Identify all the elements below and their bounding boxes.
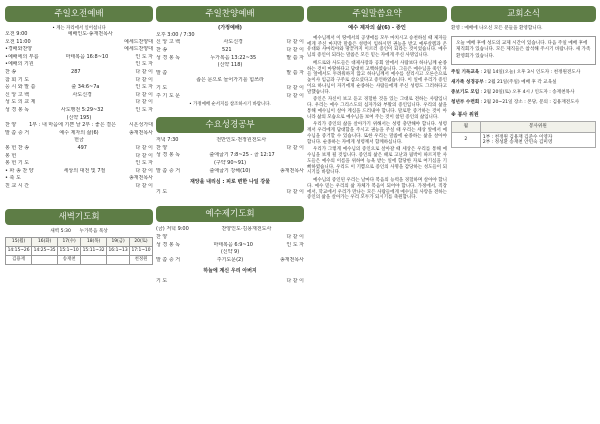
praise-note: • 가정예배 순서지를 참조하시기 바랍니다. [189, 102, 271, 108]
morning-row [5, 31, 153, 39]
wednesday-prayer-label: 기 도 [156, 188, 168, 195]
news-list [451, 70, 596, 107]
morning-role: 송재천목사 [128, 129, 153, 136]
morning-role: 인 도 자 [135, 107, 153, 113]
news-item-text: 2월 20~21일 장소 : 본당, 문의 : 김용재전도사 [483, 100, 580, 106]
column-3 [307, 6, 447, 420]
morning-role: 다 같 이 [135, 152, 153, 159]
wednesday-role: 송재천목사 [279, 167, 304, 174]
morning-label: 봉 헌 기 도 [5, 160, 30, 167]
morning-label: 찬 양 [5, 122, 17, 129]
wednesday-topic: 재앙을 내리심 : 피로 변한 나일 강물 [189, 179, 271, 186]
wednesday-prayer-who: 다 같 이 [286, 188, 304, 195]
wednesday-row [156, 168, 304, 176]
service-members: 1부 : 천정원 김용재 김준수 이영자 2부 : 정성환 송재천 안민숙 김미영 [480, 132, 595, 148]
morning-row [5, 69, 153, 77]
prayer-meeting-role: 송재천목사 [279, 256, 304, 263]
dawn-cell: 19(금) [107, 237, 130, 246]
news-item-label: 새가족 성경공부 [451, 79, 484, 85]
sermon-paragraph: 우리가 그렇게 예수님의 증인으로 살아갈 때 세상은 우리를 통해 예수님을 보게 될 것입니다. 증인의 삶은 때로 고난과 핍박이 따르지만 사도들은 예수의 이름을 위하여 능욕 받는 일에 합당한 자로 여기심을 기뻐하였습니다. 우리도 이 기쁨으로 증인의 사명을 감당하는 성도들이 되시기를 바랍니다. [307, 147, 447, 176]
sermon-paragraph: 우리가 증인의 삶을 살아가기 위해서는 성령 충만해야 합니다. 성령께서 우리에게 담대함을 주시고 권능을 주실 때 우리는 세상 앞에서 예수님을 증거할 수 있습니다. 또한 우리는 말씀에 순종하는 삶을 살아야 합니다. 순종하는 자에게 성령께서 함께하십니다. [307, 122, 447, 145]
dawn-cell [81, 255, 107, 264]
praise-row [156, 39, 304, 47]
dawn-cell: 20(토) [130, 237, 153, 246]
service-header-month: 월 [452, 122, 481, 132]
morning-detail [16, 153, 135, 161]
prayer-meeting-row [156, 249, 304, 257]
wednesday-label: 저녁 7:30 [156, 137, 179, 144]
sermon-heading: 예수 제자의 삶(6) - 증인 [348, 25, 406, 31]
morning-label: 말 씀 증 거 [5, 129, 30, 136]
wednesday-detail: 출애굽기 7:8~25 - 골 12:17 [209, 152, 275, 159]
praise-label: 말 씀 [156, 69, 168, 76]
morning-label: 봉 헌 찬 송 [5, 144, 30, 151]
dawn-passage-row [6, 246, 153, 255]
praise-subtitle: (가정예배) [218, 25, 242, 31]
dawn-info [5, 229, 153, 234]
praise-label: 기 도 [156, 84, 168, 91]
dawn-cell: 15(월) [6, 237, 32, 246]
morning-label: 오전 9:00 [5, 31, 28, 38]
news-item: 주일 기독교육 : 2월 14일(오늘) 오후 3시 인도자 : 천정원전도사 [451, 69, 581, 75]
morning-detail: (신약 195) [66, 114, 92, 121]
service-header-row [452, 122, 596, 132]
morning-service-header: 주일오전예배 [5, 6, 153, 22]
morning-detail: 예배인도·송재천목사 [67, 31, 113, 38]
prayer-meeting-header: 예수제기도회 [156, 206, 304, 222]
praise-detail [167, 85, 286, 93]
prayer-meeting-role: 다 같 이 [286, 234, 304, 241]
column-1 [5, 6, 153, 420]
wednesday-row [156, 137, 304, 145]
morning-role: 시온성가대 [128, 122, 153, 129]
prayer-meeting-label: (금) 저녁 9:00 [156, 226, 189, 233]
morning-role: 다 같 이 [135, 99, 153, 106]
wednesday-role: 다 같 이 [286, 144, 304, 151]
news-item-label: 중보기도 모임 [451, 90, 480, 96]
praise-role: 말 씀 자 [286, 69, 304, 76]
morning-role: 인 도 자 [135, 53, 153, 60]
dawn-cell: 김용재 [6, 255, 32, 264]
morning-label: 봉 헌 [5, 152, 17, 159]
morning-role: 예세드찬양대 [124, 46, 153, 53]
notice-box: 오늘 예배 후에 성도의 교제 시간이 있습니다. 다음 주일 예배 후에 제직회가 있습니다. 모든 제직들은 참석해 주시기 바랍니다. 새 가족 환영회가 있습니다. [451, 36, 596, 65]
prayer-meeting-row [156, 226, 304, 234]
praise-label: 신 앙 고 백 [156, 39, 181, 46]
morning-detail: 287 [71, 69, 81, 76]
prayer-meeting-prayer-label: 기 도 [156, 278, 168, 285]
wednesday-detail: 전반인도·천정원전도사 [216, 137, 267, 144]
wednesday-detail: 출애굽기 강해(10) [209, 167, 251, 174]
praise-row [156, 93, 304, 101]
wednesday-row [156, 160, 304, 168]
sermon-paragraph: 예수님께서 이 땅에서의 공생애를 모두 마치시고 승천하실 때 제자들에게 주신 마지막 말씀은 성령이 임하시면 권능을 받고 예루살렘과 온 유대와 사마리아와 땅끝까지 이르러 증인이 되라는 것이었습니다. 예수님의 증인이 되라는 말씀은 모든 믿는 자에게 주신 사명입니다. [307, 35, 447, 59]
morning-detail: 출 34:6~7a [71, 84, 100, 91]
church-news-header: 교회소식 [451, 6, 596, 22]
praise-row [156, 62, 304, 70]
service-row [452, 132, 596, 148]
praise-row [156, 55, 304, 63]
wednesday-prayer-row [156, 189, 304, 197]
news-item-label: 주일 기독교육 [451, 69, 480, 75]
wednesday-detail: (구약 90~91) [213, 159, 247, 166]
prayer-meeting-label: 찬 양 [156, 234, 168, 241]
news-item-text: 2월 14일(오늘) 오후 3시 인도자 : 천정원전도사 [483, 69, 581, 75]
prayer-meeting-label: 말 씀 증 거 [156, 256, 181, 263]
morning-label: 찬 송 [5, 69, 17, 76]
morning-role: 다 같 이 [135, 76, 153, 83]
sermon-paragraph: 예수님의 증인된 우리는 날마다 복음의 능력을 경험하며 살아야 합니다. 예수 믿는 우리의 삶 자체가 복음이 되어야 합니다. 가정에서, 직장에서, 학교에서 우리가 만나는 모든 사람들에게 예수님의 사랑을 전하는 증인의 삶을 살아가는 우리 모두가 되시기를 축원합니다. [307, 178, 447, 201]
praise-label: 찬 송 [156, 46, 168, 53]
welcome-notice: 환영 : 예배에 나오신 모든 분들을 환영합니다. [451, 26, 543, 31]
morning-role: 인 도 자 [135, 84, 153, 91]
praise-detail: 좁은 문으로 들어가기를 힘쓰라 [196, 77, 264, 84]
morning-role: 다 같 이 [135, 91, 153, 98]
praise-row [156, 77, 304, 85]
prayer-meeting-row [156, 257, 304, 265]
praise-order-list [156, 32, 304, 100]
prayer-meeting-detail [167, 234, 286, 242]
morning-role: 송재천목사 [128, 175, 153, 182]
morning-detail: 497 [77, 144, 87, 151]
praise-label: 주 기 도 문 [156, 92, 181, 99]
morning-label: 성 도 의 교 제 [5, 99, 36, 106]
service-committee-title: ※ 봉사 위원 [451, 111, 479, 118]
morning-label: 친 교 시 간 [5, 182, 30, 189]
praise-detail [195, 32, 304, 40]
prayer-meeting-detail: 마태복음 6:9~10 [213, 241, 253, 248]
morning-detail: 세상의 대전 및 7절 [63, 167, 106, 174]
column-4 [451, 6, 596, 420]
wednesday-row [156, 145, 304, 153]
morning-row [5, 130, 153, 138]
dawn-cell: 17:1~10 [130, 246, 153, 255]
morning-label: 참 회 기 도 [5, 76, 30, 83]
praise-detail: (신약 118) [217, 62, 243, 69]
morning-role: 다 같 이 [135, 144, 153, 151]
dawn-schedule-table [5, 237, 153, 265]
morning-row [5, 153, 153, 161]
dawn-cell: 16(화) [32, 237, 58, 246]
dawn-cell: 천정원 [130, 255, 153, 264]
prayer-meeting-detail: (신약 9) [220, 249, 240, 256]
morning-detail [31, 39, 124, 47]
dawn-cell: 15:1~10 [58, 246, 81, 255]
sermon-paragraph: 베드로와 사도들은 대제사장과 공회 앞에서 사람보다 하나님께 순종하는 것이 마땅하다고 담대히 고백하였습니다. 그들은 예수님을 죽인 자들 앞에서도 두려워하지 않고 하나님께서 예수를 살리시고 오른손으로 높이사 임금과 구주로 삼으셨다고 증언하였습니다. 이 일에 우리가 증인이요 하나님이 자기에게 순종하는 사람들에게 주신 성령도 그러하다고 말했습니다. [307, 60, 447, 95]
praise-role: 다 같 이 [286, 92, 304, 99]
dawn-header-row [6, 237, 153, 246]
dawn-cell: 14:25~35 [32, 246, 58, 255]
column-2 [156, 6, 304, 420]
morning-detail: 사도신경 [72, 91, 92, 98]
service-month: 2 [452, 132, 481, 148]
morning-detail: 마태복음 16:8~10 [65, 53, 109, 60]
morning-label: • 파 송 찬 양 [5, 167, 34, 174]
news-item-text: 2월 21일(주일) 예배 후 각 교육실 [488, 79, 557, 85]
praise-detail [180, 93, 286, 101]
morning-row [5, 168, 153, 176]
praise-role: 다 같 이 [286, 46, 304, 53]
morning-row [5, 183, 153, 191]
praise-detail: 521 [222, 46, 232, 53]
morning-label: • 축 도 [5, 175, 21, 182]
praise-label: 성 경 봉 독 [156, 54, 181, 61]
morning-detail [29, 77, 135, 85]
morning-label: •예배에의 부름 [5, 53, 39, 60]
morning-row [5, 145, 153, 153]
prayer-meeting-prayer-who: 다 같 이 [286, 278, 304, 285]
morning-detail [21, 175, 129, 183]
morning-label: 응 시 와 말 씀 [5, 84, 36, 91]
morning-role: 다 같 이 [135, 167, 153, 174]
dawn-cell: 16:1~13 [107, 246, 130, 255]
morning-role: 다 같 이 [135, 182, 153, 189]
morning-row [5, 137, 153, 145]
dawn-cell [107, 255, 130, 264]
morning-detail [34, 61, 136, 69]
news-item: 청년부 수련회 : 2월 20~21일 장소 : 본당, 문의 : 김용재전도사 [451, 100, 580, 106]
praise-row [156, 32, 304, 40]
morning-row [5, 122, 153, 130]
morning-row [5, 115, 153, 123]
dawn-book: 누가복음 묵상 [79, 228, 108, 234]
sermon-paragraph: 증인은 자신이 보고 듣고 경험한 것을 있는 그대로 전하는 사람입니다. 우리는 예수 그리스도의 십자가와 부활의 증인입니다. 우리의 삶을 통해 예수님이 살아 계심을 드러내야 합니다. 말로만 증거하는 것이 아니라 삶의 모습으로 예수님을 보여 주는 것이 참된 증인의 삶입니다. [307, 97, 447, 120]
dawn-cell: 17(수) [58, 237, 81, 246]
morning-role: 다 같 이 [135, 69, 153, 76]
dawn-cell: 송재천 [58, 255, 81, 264]
praise-row [156, 47, 304, 55]
morning-role: 인 도 자 [135, 61, 153, 68]
praise-role: 말 씀 자 [286, 54, 304, 61]
morning-subtitle: • 계는 자리에서 일어섭니다 [52, 26, 106, 31]
morning-detail [29, 160, 135, 168]
morning-row [5, 160, 153, 168]
praise-detail: 누가복음 13:22~35 [210, 54, 257, 61]
wednesday-label: 말 씀 증 거 [156, 167, 181, 174]
praise-label: 오후 3:00 / 7:30 [156, 31, 195, 38]
morning-detail: 예수 제자의 삶(6) [59, 129, 99, 136]
morning-role: 예세드찬양대 [124, 38, 153, 45]
news-item: 중보기도 모임 : 2월 20일(토) 오후 4시 / 인도자 : 송재천목사 [451, 90, 575, 96]
prayer-meeting-role: 인 도 자 [286, 241, 304, 248]
morning-row [5, 175, 153, 183]
morning-detail: 1부 : 내 마음에 기쁜 날 2부 : 좋은 결은 [29, 122, 116, 129]
morning-row [5, 61, 153, 69]
dawn-prayer-header: 새벽기도회 [5, 209, 153, 225]
wednesday-label: 찬 양 [156, 144, 168, 151]
news-item-text: 2월 20일(토) 오후 4시 / 인도자 : 송재천목사 [483, 90, 575, 96]
morning-role: 인 도 자 [135, 160, 153, 167]
morning-row [5, 92, 153, 100]
morning-detail [29, 183, 135, 191]
prayer-meeting-order-list [156, 226, 304, 264]
morning-order-list [5, 31, 153, 190]
praise-detail [167, 70, 286, 78]
morning-label: 성 경 봉 독 [5, 107, 30, 113]
morning-label: 신 앙 고 백 [5, 91, 30, 98]
praise-service-header: 주일찬양예배 [156, 6, 304, 22]
news-item: 새가족 성경공부 : 2월 21일(주일) 예배 후 각 교육실 [451, 79, 557, 85]
praise-detail: 사도신경 [223, 39, 243, 46]
wednesday-row [156, 152, 304, 160]
morning-label: •예배의 기원 [5, 61, 34, 68]
praise-role: 다 같 이 [286, 39, 304, 46]
service-rows [452, 132, 596, 148]
wednesday-detail [167, 145, 286, 153]
prayer-meeting-topic: 하늘에 계신 우리 아버지 [203, 268, 257, 275]
morning-row [5, 107, 153, 115]
prayer-meeting-row [156, 234, 304, 242]
praise-role: 다 같 이 [286, 84, 304, 91]
dawn-leader-row [6, 255, 153, 264]
prayer-meeting-detail: 주기도문(2) [216, 256, 244, 263]
morning-detail [32, 46, 124, 54]
wednesday-order-list [156, 137, 304, 175]
morning-row [5, 46, 153, 54]
dawn-cell: 14:15~26 [6, 246, 32, 255]
morning-detail: 헌금 [74, 137, 84, 144]
morning-row [5, 84, 153, 92]
praise-row [156, 85, 304, 93]
morning-label: 오전 11:00 [5, 38, 31, 45]
morning-label: •경배와찬양 [5, 46, 33, 53]
morning-detail [36, 99, 136, 107]
dawn-time: 새벽 5:30 [50, 228, 71, 234]
morning-row [5, 54, 153, 62]
sermon-summary-header: 주일말씀요약 [307, 6, 447, 22]
dawn-cell: 15:11~32 [81, 246, 107, 255]
wednesday-study-header: 수요성경공부 [156, 117, 304, 133]
dawn-cell [32, 255, 58, 264]
morning-detail: 사도행전 5:29~32 [60, 107, 104, 113]
dawn-cell: 18(목) [81, 237, 107, 246]
service-committee-table [451, 121, 596, 148]
sermon-body [307, 36, 447, 201]
wednesday-label: 성 경 봉 독 [156, 152, 181, 159]
service-header-members: 봉사위원 [480, 122, 595, 132]
prayer-meeting-prayer-row [156, 278, 304, 286]
prayer-meeting-detail: 찬양인도·김용재전도사 [221, 226, 272, 233]
morning-row [5, 77, 153, 85]
prayer-meeting-row [156, 242, 304, 250]
prayer-meeting-label: 성 경 봉 독 [156, 241, 181, 248]
news-item-label: 청년부 수련회 [451, 100, 480, 106]
morning-row [5, 39, 153, 47]
praise-row [156, 70, 304, 78]
morning-row [5, 99, 153, 107]
